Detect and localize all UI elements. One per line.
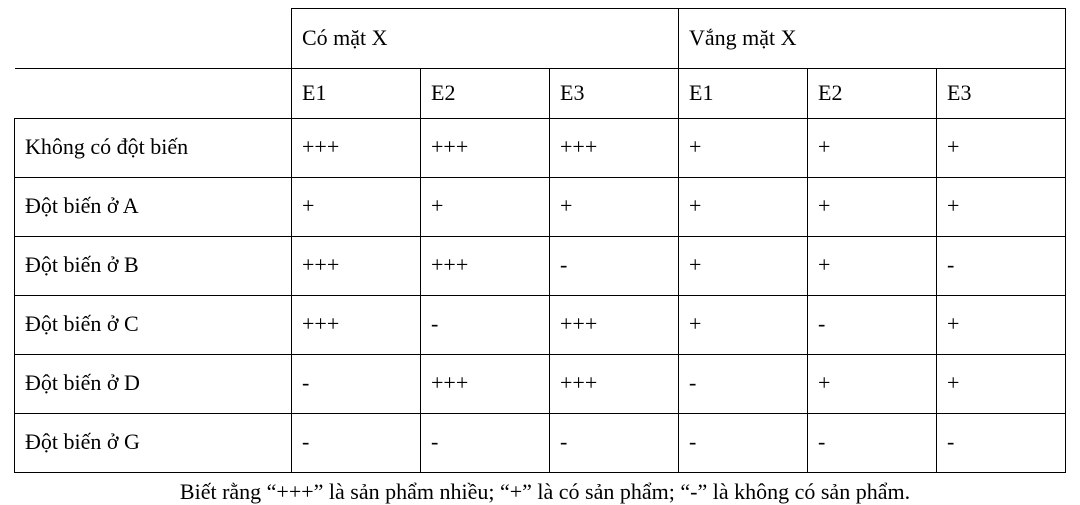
cell-value: +++ bbox=[292, 296, 421, 355]
subheader-e1-absent: E1 bbox=[679, 69, 808, 119]
row-label: Đột biến ở G bbox=[15, 414, 292, 473]
cell-value: + bbox=[292, 178, 421, 237]
cell-value: +++ bbox=[421, 119, 550, 178]
table-row bbox=[15, 119, 1066, 178]
cell-value: - bbox=[808, 414, 937, 473]
cell-value: - bbox=[808, 296, 937, 355]
subheader-e3-present: E3 bbox=[550, 69, 679, 119]
subheader-e2-absent: E2 bbox=[808, 69, 937, 119]
cell-value: + bbox=[550, 178, 679, 237]
group-header-x-absent: Vắng mặt X bbox=[679, 9, 1066, 69]
cell-value: +++ bbox=[421, 237, 550, 296]
cell-value: + bbox=[679, 119, 808, 178]
cell-value: - bbox=[679, 355, 808, 414]
cell-value: +++ bbox=[421, 355, 550, 414]
cell-value: + bbox=[808, 119, 937, 178]
cell-value: +++ bbox=[550, 119, 679, 178]
cell-value: - bbox=[937, 237, 1066, 296]
cell-value: - bbox=[292, 355, 421, 414]
cell-value: + bbox=[937, 355, 1066, 414]
cell-value: + bbox=[937, 178, 1066, 237]
cell-value: - bbox=[421, 296, 550, 355]
cell-value: +++ bbox=[550, 355, 679, 414]
subheader-e2-present: E2 bbox=[421, 69, 550, 119]
cell-value: + bbox=[679, 296, 808, 355]
cell-value: + bbox=[937, 119, 1066, 178]
cell-value: - bbox=[292, 414, 421, 473]
table-row bbox=[15, 414, 1066, 473]
table-row bbox=[15, 178, 1066, 237]
cell-value: + bbox=[421, 178, 550, 237]
row-label: Đột biến ở D bbox=[15, 355, 292, 414]
table-header-group-row bbox=[15, 9, 1066, 69]
cell-value: + bbox=[679, 178, 808, 237]
row-label: Đột biến ở C bbox=[15, 296, 292, 355]
table-row bbox=[15, 237, 1066, 296]
cell-value: - bbox=[937, 414, 1066, 473]
table-corner-cell-2 bbox=[15, 69, 292, 119]
mutation-results-table bbox=[14, 8, 1066, 473]
table-caption: Biết rằng “+++” là sản phẩm nhiều; “+” là có sản phẩm; “-” là không có sản phẩm. bbox=[179, 479, 911, 504]
table-row bbox=[15, 296, 1066, 355]
cell-value: +++ bbox=[292, 119, 421, 178]
cell-value: + bbox=[808, 237, 937, 296]
table-corner-cell bbox=[15, 9, 292, 69]
subheader-e1-present: E1 bbox=[292, 69, 421, 119]
table-row bbox=[15, 355, 1066, 414]
cell-value: + bbox=[808, 355, 937, 414]
cell-value: + bbox=[937, 296, 1066, 355]
cell-value: - bbox=[421, 414, 550, 473]
cell-value: + bbox=[808, 178, 937, 237]
row-label: Đột biến ở A bbox=[15, 178, 292, 237]
cell-value: +++ bbox=[550, 296, 679, 355]
cell-value: - bbox=[679, 414, 808, 473]
subheader-e3-absent: E3 bbox=[937, 69, 1066, 119]
group-header-x-present: Có mặt X bbox=[292, 9, 679, 69]
table-header-sub-row bbox=[15, 69, 1066, 119]
row-label: Không có đột biến bbox=[15, 119, 292, 178]
cell-value: + bbox=[679, 237, 808, 296]
cell-value: - bbox=[550, 414, 679, 473]
row-label: Đột biến ở B bbox=[15, 237, 292, 296]
cell-value: - bbox=[550, 237, 679, 296]
cell-value: +++ bbox=[292, 237, 421, 296]
